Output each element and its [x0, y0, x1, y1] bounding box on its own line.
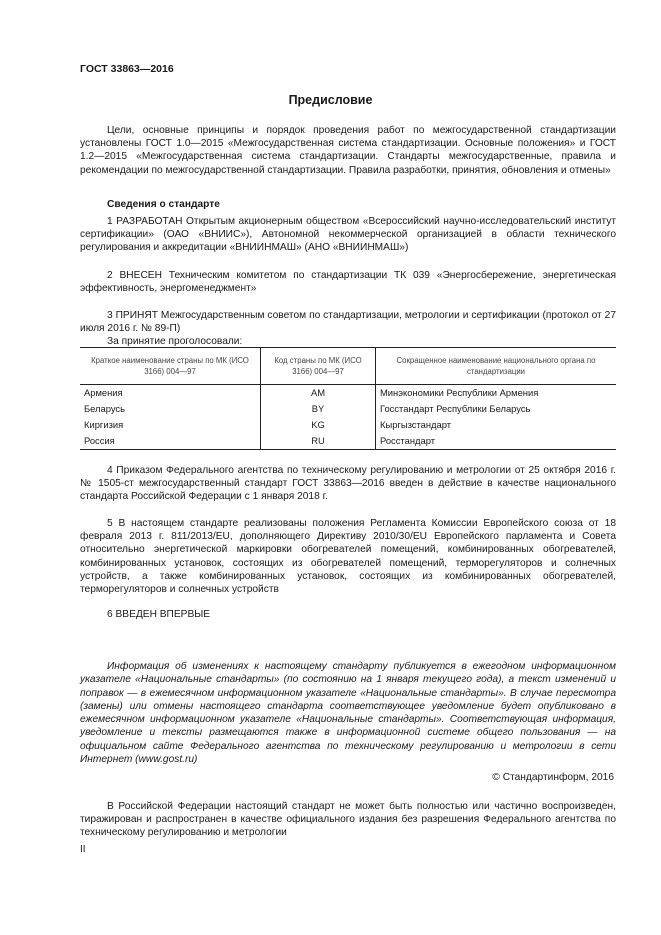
code-cell: AM — [261, 385, 376, 402]
item-enacted: 4 Приказом Федерального агентства по техническому регулированию и метрологии от 25 октября 2016 г. № 1505-ст межгосударственный стандарт ГОСТ 33863—2016 введен в действие в качестве национального стандарта Российской Федерации с 1 января 2018 г. — [80, 465, 616, 503]
body-cell: Росстандарт — [376, 433, 617, 450]
page-title: Предисловие — [288, 93, 373, 107]
changes-notice: Информация об изменениях к настоящему стандарту публикуется в ежегодном информационном указателе «Национальные стандарты» (по состоянию на 1 января текущего года), а текст изменений и поправок — в ежемесячном информационном указателе «Национальные стандарты». В случае пересмотра (замены) или отмены настоящего стандарта соответствующее уведомление будет опубликовано в ежемесячном информационном указателе «Национальные стандарты». Соответствующая информация, уведомление и тексты размещаются также в информационной системе общего пользования — на официальном сайте Федерального агентства по техническому регулированию и метрологии в сети Интернет (www.gost.ru) — [80, 661, 616, 766]
column-header-body: Сокращенное наименование национального органа по стандартизации — [376, 348, 617, 385]
item-first-introduced: 6 ВВЕДЕН ВПЕРВЫЕ — [107, 609, 211, 620]
table-header-row — [80, 348, 616, 385]
vote-label: За принятие проголосовали: — [107, 336, 243, 347]
country-cell: Россия — [80, 433, 261, 450]
body-cell: Минэкономики Республики Армения — [376, 385, 617, 402]
country-cell: Армения — [84, 387, 123, 398]
section-title: Сведения о стандарте — [107, 199, 220, 210]
voting-table — [80, 347, 616, 450]
intro-paragraph: Цели, основные принципы и порядок проведения работ по межгосударственной стандартизации установлены ГОСТ 1.0—2015 «Межгосударственная система стандартизации. Основные положения» и ГОСТ 1.2—2015 «Межгосударственная система стандартизации. Стандарты межгосударственные, правила и рекомендации по межгосударственной стандартизации. Правила разработки, принятия, обновления и отмены» — [80, 125, 616, 176]
reproduction-notice: В Российской Федерации настоящий стандарт не может быть полностью или частично воспроизведен, тиражирован и распространен в качестве официального издания без разрешения Федерального агентства по техническому регулированию и метрологии — [80, 801, 616, 839]
code-cell: KG — [261, 417, 376, 433]
column-header-country: Краткое наименование страны по МК (ИСО 3166) 004—97 — [80, 348, 261, 385]
body-cell: Госстандарт Республики Беларусь — [376, 401, 617, 417]
code-cell: BY — [261, 401, 376, 417]
standard-header: ГОСТ 33863—2016 — [80, 63, 174, 75]
item-submitted: 2 ВНЕСЕН Техническим комитетом по стандартизации ТК 039 «Энергосбережение, энергетическая эффективность, энергоменеджмент» — [80, 270, 616, 295]
table-row — [80, 433, 616, 450]
table-row — [80, 401, 616, 417]
body-cell: Кыргызстандарт — [376, 417, 617, 433]
item-adopted: 3 ПРИНЯТ Межгосударственным советом по стандартизации, метрологии и сертификации (протокол от 27 июля 2016 г. № 89-П) — [80, 310, 616, 335]
table-row — [80, 417, 616, 433]
country-cell: Беларусь — [84, 403, 126, 414]
column-header-code: Код страны по МК (ИСО 3166) 004—97 — [261, 348, 376, 385]
country-cell: Киргизия — [84, 419, 124, 430]
copyright-line: © Стандартинформ, 2016 — [492, 772, 614, 783]
table-row — [80, 385, 616, 402]
code-cell: RU — [261, 433, 376, 450]
item-developed: 1 РАЗРАБОТАН Открытым акционерным обществом «Всероссийский научно-исследовательский институт сертификации» (ОАО «ВНИИС»), Автономной некоммерческой организацией в области технического регулирования и аккредитации «ВНИИНМАШ» (АНО «ВНИИНМАШ») — [80, 216, 616, 254]
page-number: II — [80, 844, 86, 855]
item-eu-regulation: 5 В настоящем стандарте реализованы положения Регламента Комиссии Европейского союза от 18 февраля 2013 г. 811/2013/EU, дополняющего Директиву 2010/30/EU Европейского парламента и Совета относительно энергетической маркировки обогревателей помещений, комбинированных обогревателей, комбинированных установок, состоящих из обогревателей помещений, терморегуляторов и солнечных устройств, а также комбинированных установок, состоящих из комбинированных обогревателей, терморегуляторов и солнечных устройств — [80, 518, 616, 596]
